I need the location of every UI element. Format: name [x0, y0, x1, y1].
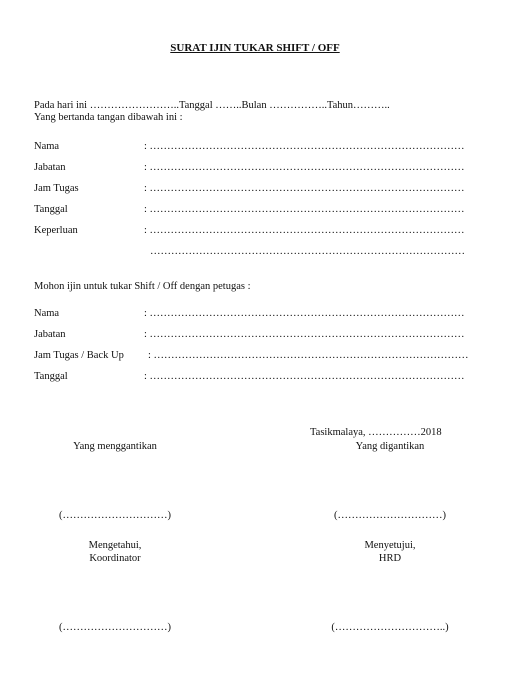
approval-right-line1: Menyetujui, — [364, 540, 416, 551]
approval-left-line2: Koordinator — [89, 553, 141, 564]
replacement-jam-tugas-value[interactable]: : ……………………………………………………………………………… — [148, 350, 469, 361]
applicant-keperluan-label: Keperluan — [34, 225, 78, 236]
applicant-tanggal-label: Tanggal — [34, 204, 68, 215]
approval-blank-right[interactable]: (…………………………..) — [331, 622, 449, 633]
request-line: Mohon ijin untuk tukar Shift / Off dengan petugas : — [34, 281, 251, 292]
letter-title: SURAT IJIN TUKAR SHIFT / OFF — [170, 42, 340, 54]
applicant-nama-value[interactable]: : ……………………………………………………………………………… — [144, 141, 465, 152]
applicant-jabatan-label: Jabatan — [34, 162, 66, 173]
approval-left-line1: Mengetahui, — [88, 540, 142, 551]
applicant-jabatan-value[interactable]: : ……………………………………………………………………………… — [144, 162, 465, 173]
sign-blank-right[interactable]: (…………………………) — [334, 510, 446, 521]
applicant-jam-tugas-label: Jam Tugas — [34, 183, 79, 194]
approval-right-line2: HRD — [378, 553, 402, 564]
keperluan-continuation-line[interactable]: ……………………………………………………………………………… — [150, 246, 465, 257]
applicant-nama-label: Nama — [34, 141, 60, 152]
replacement-nama-label: Nama — [34, 308, 60, 319]
replacement-tanggal-value[interactable]: : ……………………………………………………………………………… — [144, 371, 465, 382]
sign-right-role: Yang digantikan — [355, 441, 425, 452]
applicant-keperluan-value[interactable]: : ……………………………………………………………………………… — [144, 225, 465, 236]
replacement-nama-value[interactable]: : ……………………………………………………………………………… — [144, 308, 465, 319]
replacement-jabatan-value[interactable]: : ……………………………………………………………………………… — [144, 329, 465, 340]
applicant-jam-tugas-value[interactable]: : ……………………………………………………………………………… — [144, 183, 465, 194]
place-date[interactable]: Tasikmalaya, ……………2018 — [310, 427, 442, 438]
replacement-jam-tugas-label: Jam Tugas / Back Up — [34, 350, 124, 361]
intro-subtitle: Yang bertanda tangan dibawah ini : — [34, 112, 183, 123]
replacement-jabatan-label: Jabatan — [34, 329, 66, 340]
intro-line: Pada hari ini ……………………..Tanggal ……..Bulan ……………..Tahun……….. — [34, 100, 390, 111]
sign-blank-left[interactable]: (…………………………) — [59, 510, 171, 521]
applicant-tanggal-value[interactable]: : ……………………………………………………………………………… — [144, 204, 465, 215]
approval-blank-left[interactable]: (…………………………) — [59, 622, 171, 633]
replacement-tanggal-label: Tanggal — [34, 371, 68, 382]
sign-left-role: Yang menggantikan — [73, 441, 157, 452]
